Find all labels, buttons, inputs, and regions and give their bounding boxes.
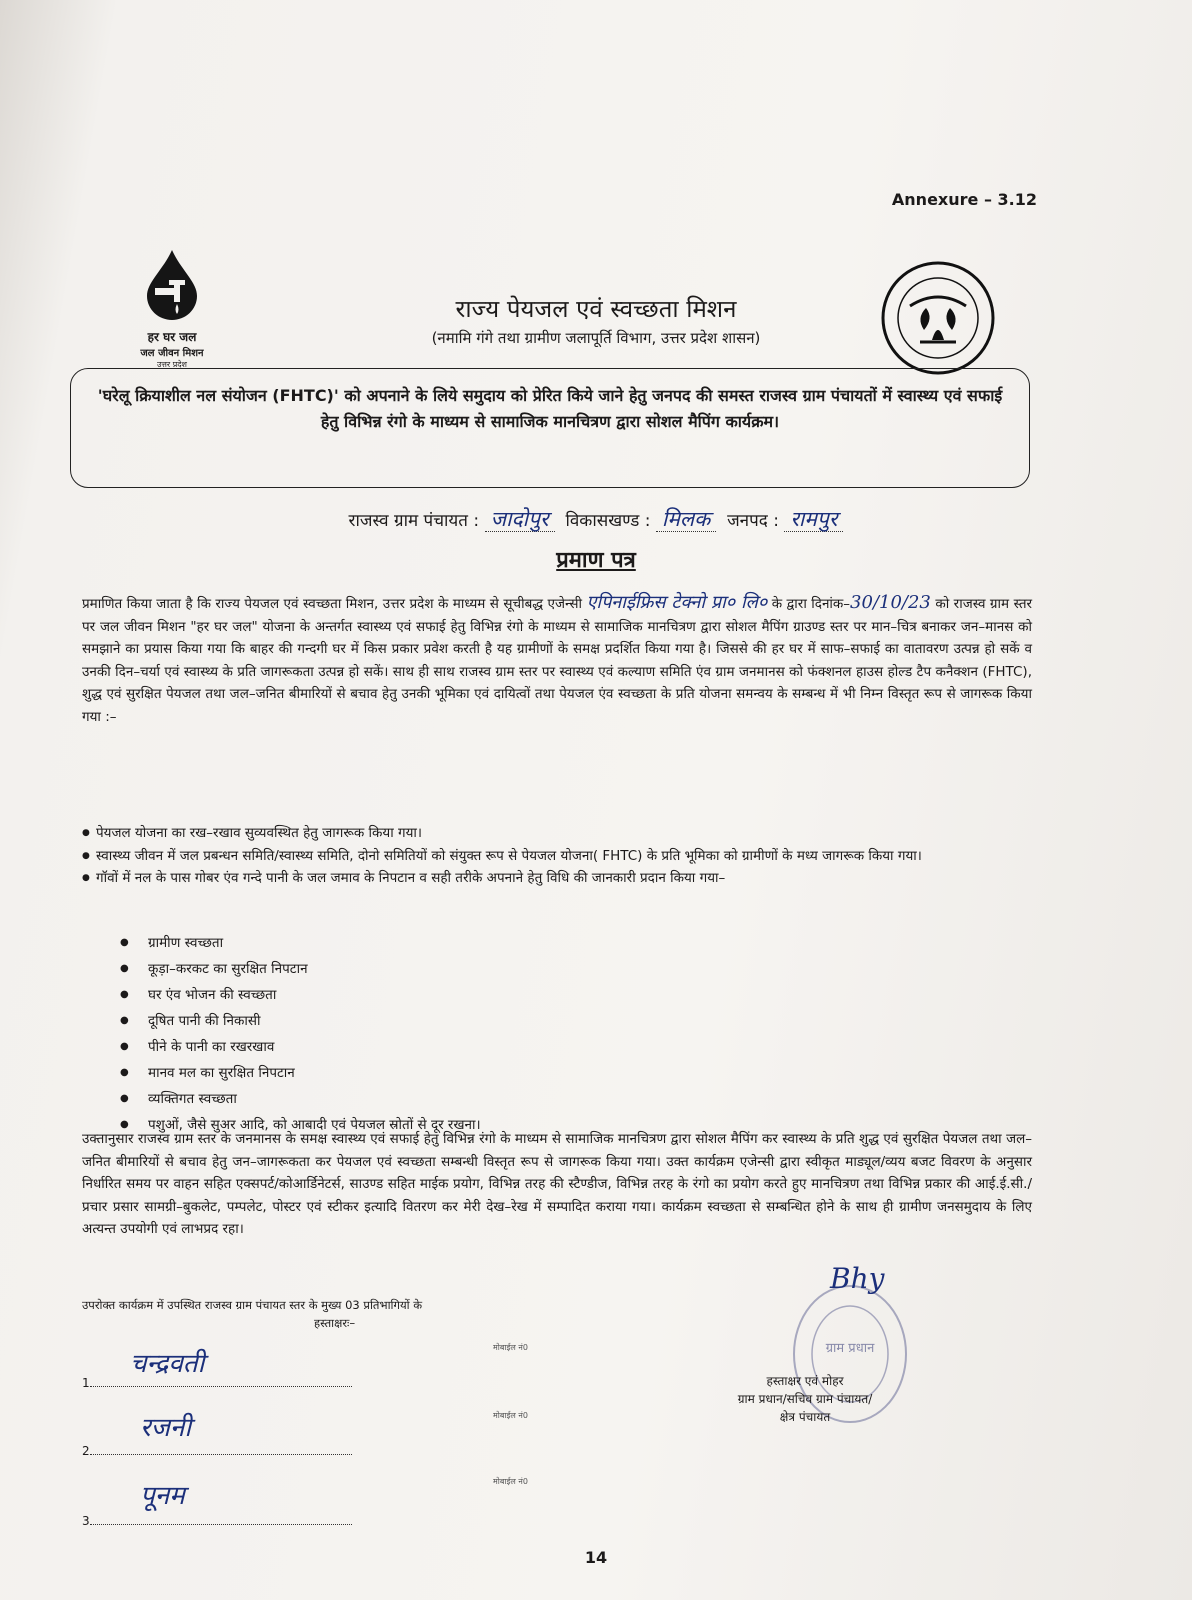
participants-signature-heading: हस्ताक्षरः– [314, 1316, 356, 1330]
signature-line [90, 1510, 352, 1525]
participant-signature: चन्द्रवती [130, 1349, 205, 1379]
gram-pradhan-signature: Bhy [830, 1262, 885, 1295]
signature-line [90, 1372, 352, 1387]
list-item: ● पशुओं, जैसे सुअर आदि, को आबादी एवं पेयजल स्रोतों से दूर रखना। [118, 1112, 481, 1138]
participant-signature: पूनम [140, 1481, 185, 1511]
participant-signature-row [82, 1372, 352, 1390]
annexure-label: Annexure – 3.12 [891, 190, 1037, 209]
certificate-body [82, 592, 1032, 728]
gram-panchayat-label: राजस्व ग्राम पंचायत : [348, 511, 480, 531]
authority-block [680, 1372, 930, 1426]
sanitation-topic-list [118, 930, 481, 1138]
authority-line-1: हस्ताक्षर एवं मोहर [766, 1374, 844, 1388]
mission-title: राज्य पेयजल एवं स्वच्छता मिशन [455, 295, 737, 323]
logo-line-2: जल जीवन मिशन [140, 348, 204, 359]
participant-signature-row [82, 1440, 352, 1458]
bullet-item: ● पेयजल योजना का रख–रखाव सुव्यवस्थित हेतु जागरूक किया गया। [82, 822, 1032, 845]
page-number: 14 [584, 1548, 608, 1567]
mobile-number-label: मोबाईल नं0 [493, 1411, 528, 1420]
gram-panchayat-value: जादोपुर [485, 507, 555, 532]
bullet-item: ● स्वास्थ्य जीवन में जल प्रबन्धन समिति/स्वास्थ्य समिति, दोनो समितियों को संयुक्त रूप से पेयजल योजना( FHTC) के प्रति भूमिका को ग्रामीणों के मध्य जागरूक किया गया। [82, 845, 1032, 868]
participant-signature-row [82, 1510, 352, 1528]
participant-number: 2 [82, 1444, 90, 1458]
programme-date: 30/10/23 [850, 592, 931, 613]
logo-line-1: हर घर जल [147, 330, 197, 344]
closing-paragraph: उक्तानुसार राजस्व ग्राम स्तर के जनमानस के समक्ष स्वास्थ्य एवं सफाई हेतु विभिन्न रंगो के माध्यम से सामाजिक मानचित्रण द्वारा सोशल मैपिंग कर स्वास्थ्य के प्रति शुद्ध एवं सुरक्षित पेयजल तथा जल–जनित बीमारियों से बचाव हेतु जन–जागरूकता कर पेयजल एवं स्वच्छता सम्बन्धी विस्तृत रूप से जागरूक किया गया। उक्त कार्यक्रम एजेन्सी द्वारा स्वीकृत माड्यूल/व्यय बजट विवरण के अनुसार निर्धारित समय पर वाहन सहित एक्सपर्ट/कोआर्डिनेटर्स, साउण्ड सहित माईक प्रयोग, विभिन्न तरह की स्टैण्डीज, विभिन्न तरह के रंगो का प्रयोग करते हुए मानचित्रण तथा विभिन्न प्रकार की आई.ई.सी./प्रचार प्रसार सामग्री–बुकलेट, पम्पलेट, पोस्टर एवं स्टीकर इत्यादि वितरण कर मेरी देख–रेख में सम्पादित कराया गया। कार्यक्रम स्वच्छता से सम्बन्धित होने के साथ ही ग्रामीण जनसमुदाय के लिए अत्यन्त उपयोगी एवं लाभप्रद रहा। [82, 1131, 1032, 1237]
mobile-number-label: मोबाईल नं0 [493, 1477, 528, 1486]
programme-title-box: 'घरेलू क्रियाशील नल संयोजन (FHTC)' को अपनाने के लिये समुदाय को प्रेरित किये जाने हेतु जनपद की समस्त राजस्व ग्राम पंचायतों में स्वास्थ्य एवं सफाई हेतु विभिन्न रंगो के माध्यम से सामाजिक मानचित्रण द्वारा सोशल मैपिंग कार्यक्रम। [70, 368, 1030, 488]
list-item: ● दूषित पानी की निकासी [118, 1008, 481, 1034]
district-value: रामपुर [784, 507, 843, 532]
participants-intro-text: उपरोक्त कार्यक्रम में उपस्थित राजस्व ग्राम पंचायत स्तर के मुख्य 03 प्रतिभागियों के [82, 1298, 423, 1312]
bullet-item: ● गॉवों में नल के पास गोबर एंव गन्दे पानी के जल जमाव के निपटान व सही तरीके अपनाने हेतु विधि की जानकारी प्रदान किया गया– [82, 867, 1032, 890]
list-item: ● पीने के पानी का रखरखाव [118, 1034, 481, 1060]
bullet-list [82, 822, 1032, 890]
body-part-1: प्रमाणित किया जाता है कि राज्य पेयजल एवं स्वच्छता मिशन, उत्तर प्रदेश के माध्यम से सूचीबद्ध एजेन्सी [82, 596, 582, 612]
participant-number: 1 [82, 1376, 90, 1390]
list-item: ● घर एंव भोजन की स्वच्छता [118, 982, 481, 1008]
block-value: मिलक [656, 507, 716, 532]
list-item: ● ग्रामीण स्वच्छता [118, 930, 481, 956]
mobile-number-label: मोबाईल नं0 [493, 1343, 528, 1352]
participant-signature: रजनी [140, 1413, 192, 1443]
body-part-3: को राजस्व ग्राम स्तर पर जल जीवन मिशन "हर घर जल" योजना के अन्तर्गत स्वास्थ्य एवं सफाई हेतु विभिन्न रंगो के माध्यम से सामाजिक मानचित्रण द्वारा सोशल मैपिंग ग्राउण्ड स्तर पर मान–चित्र बनाकर जन–मानस को समझाने का प्रयास किया गया कि बाहर की गन्दगी घर में किस प्रकार प्रवेश करती है यह ग्रामीणों के समक्ष प्रदर्शित किया गया है। जिससे की हर घर में साफ–सफाई का वातावरण उत्पन्न हो सकें व उनकी दिन–चर्या एवं स्वास्थ्य के प्रति जागरूकता उत्पन्न हो सकें। साथ ही साथ राजस्व ग्राम स्तर पर स्वास्थ्य एवं कल्याण समिति एंव ग्राम जनमानस को फंक्शनल हाउस होल्ड टैप कनैक्शन (FHTC), शुद्ध एवं सुरक्षित पेयजल तथा जल–जनित बीमारियों से बचाव हेतु उनकी भूमिका एवं दायित्वों तथा पेयजल एंव स्वच्छता के प्रति योजना समन्वय के सम्बन्ध में भी निम्न विस्तृत रूप से जागरूक किया गया :– [82, 596, 1033, 725]
location-fields [0, 505, 1192, 533]
agency-name: एपिनाईफ्रिस टेक्नो प्रा० लि० [586, 592, 768, 613]
certificate-title: प्रमाण पत्र [556, 548, 636, 573]
district-label: जनपद : [727, 511, 779, 531]
svg-text:ग्राम प्रधान: ग्राम प्रधान [825, 1341, 875, 1356]
participant-number: 3 [82, 1514, 90, 1528]
participants-intro [82, 1296, 422, 1332]
logo-line-3: उत्तर प्रदेश [157, 360, 187, 369]
block-label: विकासखण्ड : [565, 511, 651, 531]
authority-line-3: क्षेत्र पंचायत [779, 1410, 831, 1424]
list-item: ● मानव मल का सुरक्षित निपटान [118, 1060, 481, 1086]
mission-subtitle: (नमामि गंगे तथा ग्रामीण जलापूर्ति विभाग, उत्तर प्रदेश शासन) [431, 329, 761, 347]
authority-line-2: ग्राम प्रधान/सचिव ग्राम पंचायत/ [737, 1392, 873, 1406]
list-item: ● कूड़ा–करकट का सुरक्षित निपटान [118, 956, 481, 982]
list-item: ● व्यक्तिगत स्वच्छता [118, 1086, 481, 1112]
signature-line [90, 1440, 352, 1455]
body-part-2: के द्वारा दिनांक– [771, 596, 851, 612]
